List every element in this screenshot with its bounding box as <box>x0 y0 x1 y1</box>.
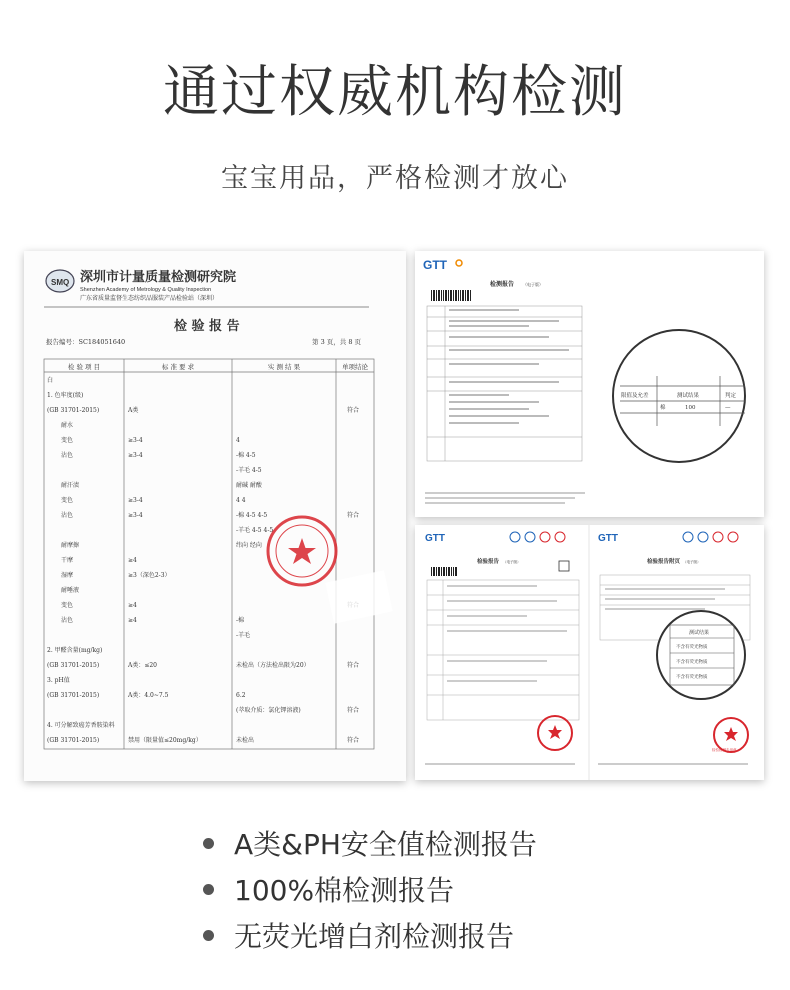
table-cell: ≥4 <box>128 557 137 564</box>
page-subtitle: 宝宝用品，严格检测才放心 <box>221 163 569 194</box>
table-cell: A类：4.0~7.5 <box>128 692 169 699</box>
institute-name-en: Shenzhen Academy of Metrology & Quality Inspection <box>80 287 212 293</box>
table-cell: 耐碱 耐酸 <box>236 482 262 489</box>
table-cell: 沾色 <box>61 617 74 624</box>
zoom-magnifier-fluorescence <box>657 611 745 699</box>
zoom-header-verdict: 判定 <box>725 393 737 399</box>
table-cell: -棉 4-5 4-5 <box>236 512 268 519</box>
table-cell: 变色 <box>61 437 74 444</box>
table-header-cell: 标 准 要 求 <box>161 363 195 371</box>
table-cell: A类 <box>128 407 139 414</box>
logo-text: SMQ <box>51 278 70 287</box>
gtt-report-subtitle: （电子版） <box>523 282 543 287</box>
barcode-icon <box>431 567 457 576</box>
left-page-subtitle: （电子版） <box>503 560 521 564</box>
zoom-row-value: 100 <box>685 405 696 411</box>
zoom-result-2: 不含有荧光物质 <box>676 660 708 665</box>
table-cell: 符合 <box>347 407 360 414</box>
table-cell: (GB 31701-2015) <box>47 737 100 744</box>
gtt-brand-left: GTT <box>425 533 445 544</box>
table-cell: -羊毛 <box>236 632 251 639</box>
table-cell: ≥3-4 <box>128 512 143 519</box>
table-cell: (萃取介质：氯化钾溶液) <box>236 707 301 714</box>
gtt-report-fluorescence <box>415 525 764 780</box>
table-cell: 符合 <box>347 737 360 744</box>
table-cell: 纬向 经向 <box>236 542 262 549</box>
table-cell: ≥4 <box>128 617 137 624</box>
feature-item: A类&PH安全值检测报告 <box>203 820 763 866</box>
zoom-row-label: 棉 <box>660 405 666 411</box>
table-cell: 3. pH值 <box>47 677 70 684</box>
table-header-cell: 单项结论 <box>342 363 368 371</box>
right-page-title: 检验报告附页 <box>647 559 681 565</box>
table-cell: ≥3（深色2-3） <box>128 572 171 579</box>
table-cell: (GB 31701-2015) <box>47 692 100 699</box>
zoom-result-1: 不含有荧光物质 <box>676 645 708 650</box>
report-page-count: 第 3 页，共 8 页 <box>312 338 362 346</box>
sub-institute: 广东省质量监督生态纺织品服装产品检验站（深圳） <box>80 295 219 302</box>
zoom-header-limit: 限值及允差 <box>621 393 649 399</box>
zoom-result-3: 不含有荧光物质 <box>676 675 708 680</box>
table-cell: 沾色 <box>61 452 74 459</box>
table-cell: 未检出 <box>236 737 255 744</box>
smq-logo-icon <box>46 270 74 292</box>
inspection-report-shenzhen <box>24 251 406 781</box>
table-cell: ≥4 <box>128 602 137 609</box>
feature-item: 无荧光增白剂检测报告 <box>203 912 763 958</box>
report-title: 检 验 报 告 <box>174 319 240 334</box>
table-cell: -羊毛 4-5 4-5 <box>236 527 274 534</box>
table-cell: 符合 <box>347 662 360 669</box>
feature-item: 100%棉检测报告 <box>203 866 763 912</box>
table-header-cell: 实 测 结 果 <box>267 363 301 371</box>
table-header-cell: 检 验 项 目 <box>67 363 101 371</box>
table-cell: 禁用（限量值≤20mg/kg） <box>128 737 202 744</box>
table-cell: 耐水 <box>61 422 74 429</box>
bullet-dot-icon <box>203 930 214 941</box>
table-cell: 湿摩 <box>61 572 74 579</box>
table-cell: 未检出（方法检出限为20） <box>236 662 310 669</box>
zoom-row-verdict: — <box>725 405 731 411</box>
feature-list <box>203 820 763 958</box>
table-cell: A类：≤20 <box>128 662 157 669</box>
right-page-subtitle: （电子版） <box>683 560 701 564</box>
table-cell: 4. 可分解致癌芳香胺染料 <box>47 722 115 729</box>
zoom-magnifier <box>613 330 745 462</box>
table-cell: ≥3-4 <box>128 497 143 504</box>
stamp-label: 检验检测专用章 <box>712 748 737 752</box>
table-cell: 干摩 <box>61 557 74 564</box>
table-cell: 符合 <box>347 512 360 519</box>
report-number: 报告编号：SC184051640 <box>46 338 126 346</box>
table-cell: 白 <box>47 377 54 384</box>
table-cell: 变色 <box>61 602 74 609</box>
left-page-title: 检验报告 <box>477 559 500 565</box>
gtt-report-cotton <box>415 251 764 517</box>
bullet-dot-icon <box>203 838 214 849</box>
table-cell: 耐摩擦 <box>61 542 80 549</box>
table-cell: 耐汗渍 <box>61 482 80 489</box>
gtt-brand-right: GTT <box>598 533 618 544</box>
table-cell: 4 <box>236 437 240 444</box>
zoom-header-result: 测试结果 <box>677 393 700 399</box>
table-cell: 4 4 <box>236 497 246 504</box>
report-page <box>24 251 406 781</box>
table-cell: 1. 色牢度(级) <box>47 392 84 399</box>
table-cell: ≥3-4 <box>128 437 143 444</box>
table-cell: (GB 31701-2015) <box>47 662 100 669</box>
barcode-icon <box>431 290 471 301</box>
gtt-brand: GTT <box>423 258 447 272</box>
table-cell: -羊毛 4-5 <box>236 467 262 474</box>
table-cell: -棉 <box>236 617 245 624</box>
table-cell: (GB 31701-2015) <box>47 407 100 414</box>
table-cell: -棉 4-5 <box>236 452 256 459</box>
institute-name: 深圳市计量质量检测研究院 <box>80 270 237 285</box>
table-cell: 沾色 <box>61 512 74 519</box>
table-cell: 符合 <box>347 707 360 714</box>
table-cell: 2. 甲醛含量(mg/kg) <box>47 647 103 654</box>
table-cell: ≥3-4 <box>128 452 143 459</box>
bullet-dot-icon <box>203 884 214 895</box>
gtt-report-title: 检测报告 <box>490 281 515 288</box>
page-title: 通过权威机构检测 <box>163 60 627 125</box>
zoom-result-header: 测试结果 <box>689 630 710 636</box>
table-cell: 耐唾液 <box>61 587 80 594</box>
table-cell: 变色 <box>61 497 74 504</box>
table-cell: 6.2 <box>236 692 246 699</box>
